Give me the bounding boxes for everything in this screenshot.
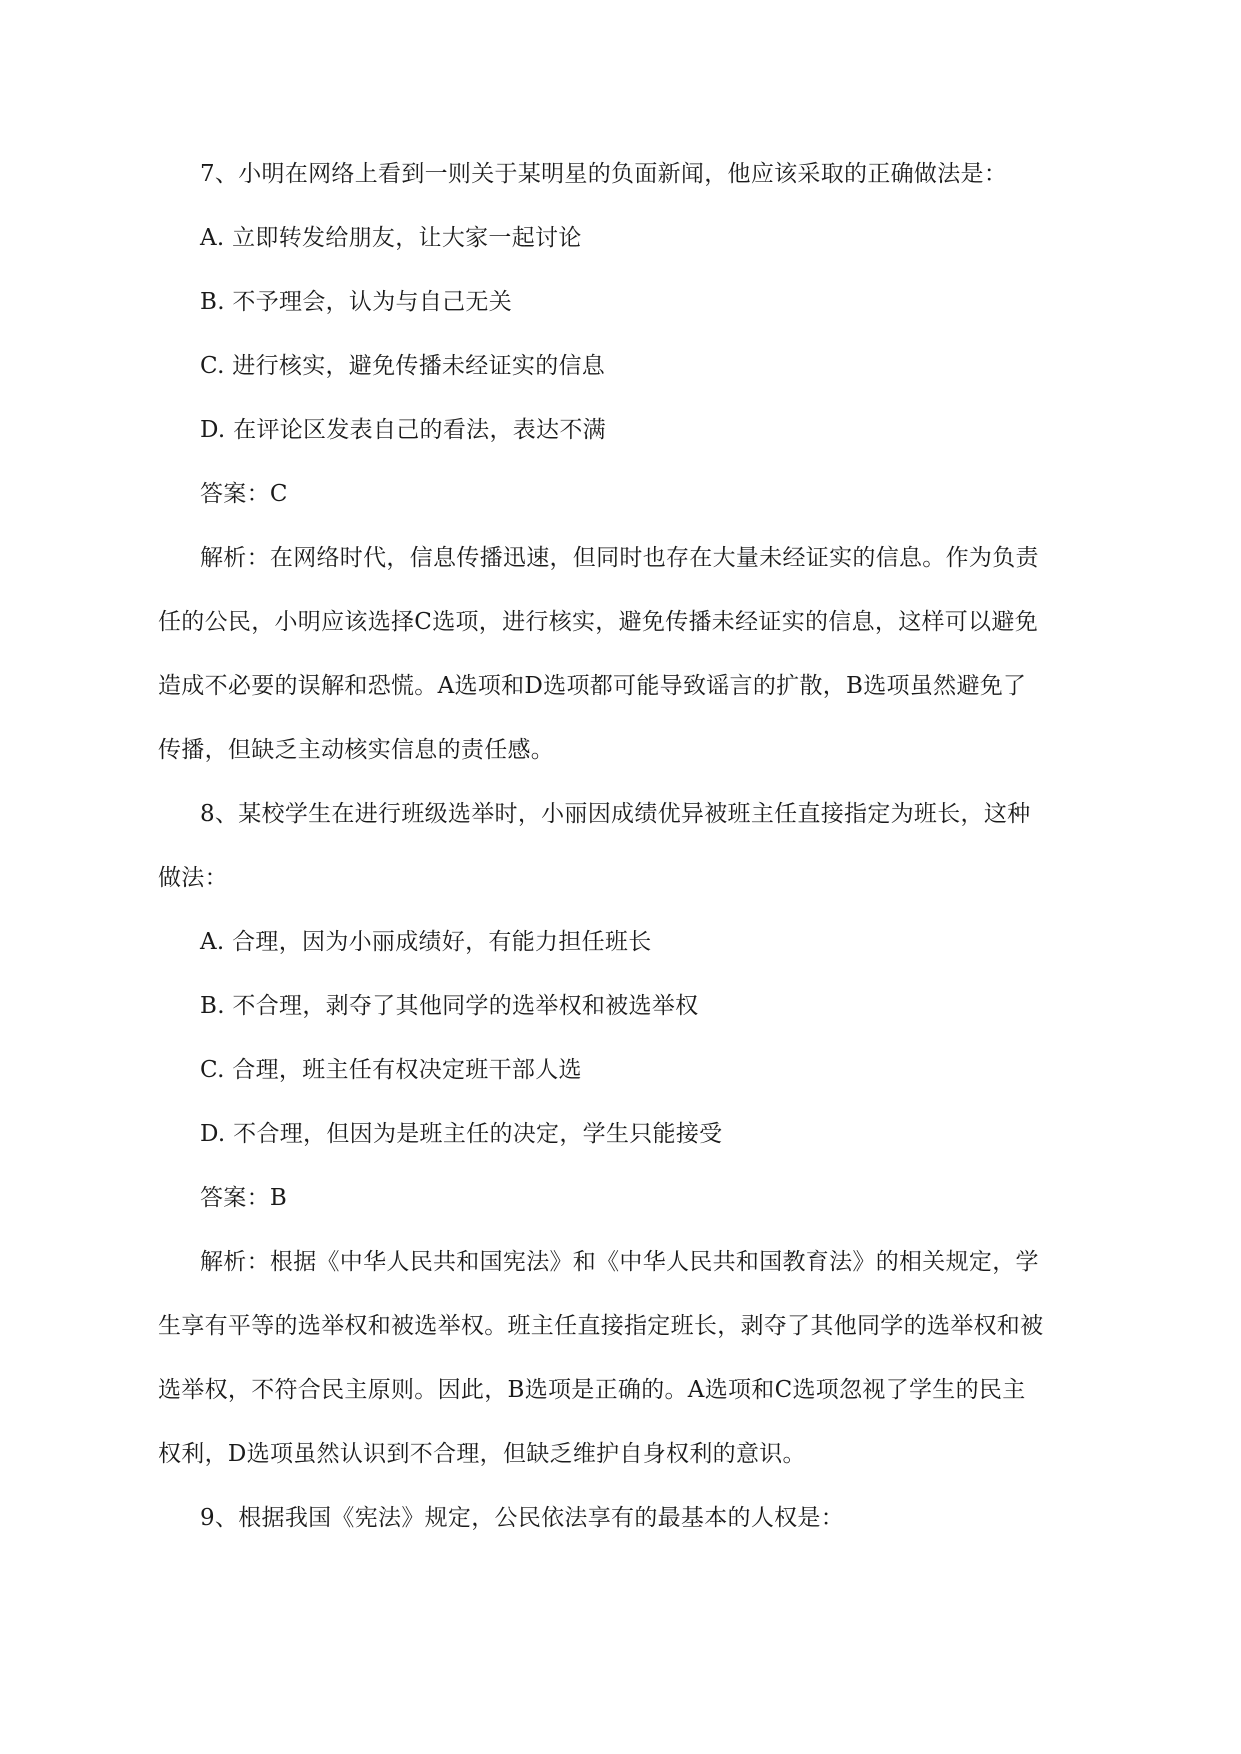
- question-9-stem: 9、根据我国《宪法》规定，公民依法享有的最基本的人权是：: [200, 1505, 845, 1531]
- question-7-analysis-line-2: 任的公民，小明应该选择C选项，进行核实，避免传播未经证实的信息，这样可以避免: [158, 609, 1038, 635]
- question-7-option-c: C. 进行核实，避免传播未经证实的信息: [200, 353, 606, 379]
- question-7-option-b: B. 不予理会，认为与自己无关: [200, 289, 513, 315]
- question-7-analysis: [158, 526, 1088, 782]
- question-9: [200, 1486, 1088, 1550]
- question-8-analysis-line-3: 选举权，不符合民主原则。因此，B选项是正确的。A选项和C选项忽视了学生的民主: [158, 1377, 1026, 1403]
- question-8-option-a: A. 合理，因为小丽成绩好，有能力担任班长: [200, 929, 652, 955]
- question-8-option-d: D. 不合理，但因为是班主任的决定，学生只能接受: [200, 1121, 723, 1147]
- question-7-analysis-line-3: 造成不必要的误解和恐慌。A选项和D选项都可能导致谣言的扩散，B选项虽然避免了: [158, 673, 1027, 699]
- question-8-analysis-line-1: 解析：根据《中华人民共和国宪法》和《中华人民共和国教育法》的相关规定，学: [200, 1249, 1039, 1275]
- question-7-analysis-line-4: 传播，但缺乏主动核实信息的责任感。: [158, 737, 555, 763]
- question-7-option-a: A. 立即转发给朋友，让大家一起讨论: [200, 225, 582, 251]
- question-8-analysis-line-2: 生享有平等的选举权和被选举权。班主任直接指定班长，剥夺了其他同学的选举权和被: [158, 1313, 1044, 1339]
- question-7-option-d: D. 在评论区发表自己的看法，表达不满: [200, 417, 606, 443]
- question-8-option-b: B. 不合理，剥夺了其他同学的选举权和被选举权: [200, 993, 699, 1019]
- question-7-analysis-line-1: 解析：在网络时代，信息传播迅速，但同时也存在大量未经证实的信息。作为负责: [200, 545, 1039, 571]
- question-8: [158, 782, 1088, 1486]
- question-8-answer: 答案：B: [200, 1185, 288, 1211]
- question-7-answer: 答案：C: [200, 481, 288, 507]
- question-8-stem-line-1: 8、某校学生在进行班级选举时，小丽因成绩优异被班主任直接指定为班长，这种: [200, 801, 1031, 827]
- question-7: [158, 142, 1088, 782]
- question-8-option-c: C. 合理，班主任有权决定班干部人选: [200, 1057, 582, 1083]
- document-content: [158, 142, 1088, 1550]
- question-8-stem-line-2: 做法：: [158, 865, 228, 891]
- question-7-stem: 7、小明在网络上看到一则关于某明星的负面新闻，他应该采取的正确做法是：: [200, 161, 1008, 187]
- question-8-analysis-line-4: 权利，D选项虽然认识到不合理，但缺乏维护自身权利的意识。: [158, 1441, 806, 1467]
- question-8-analysis: [158, 1230, 1088, 1486]
